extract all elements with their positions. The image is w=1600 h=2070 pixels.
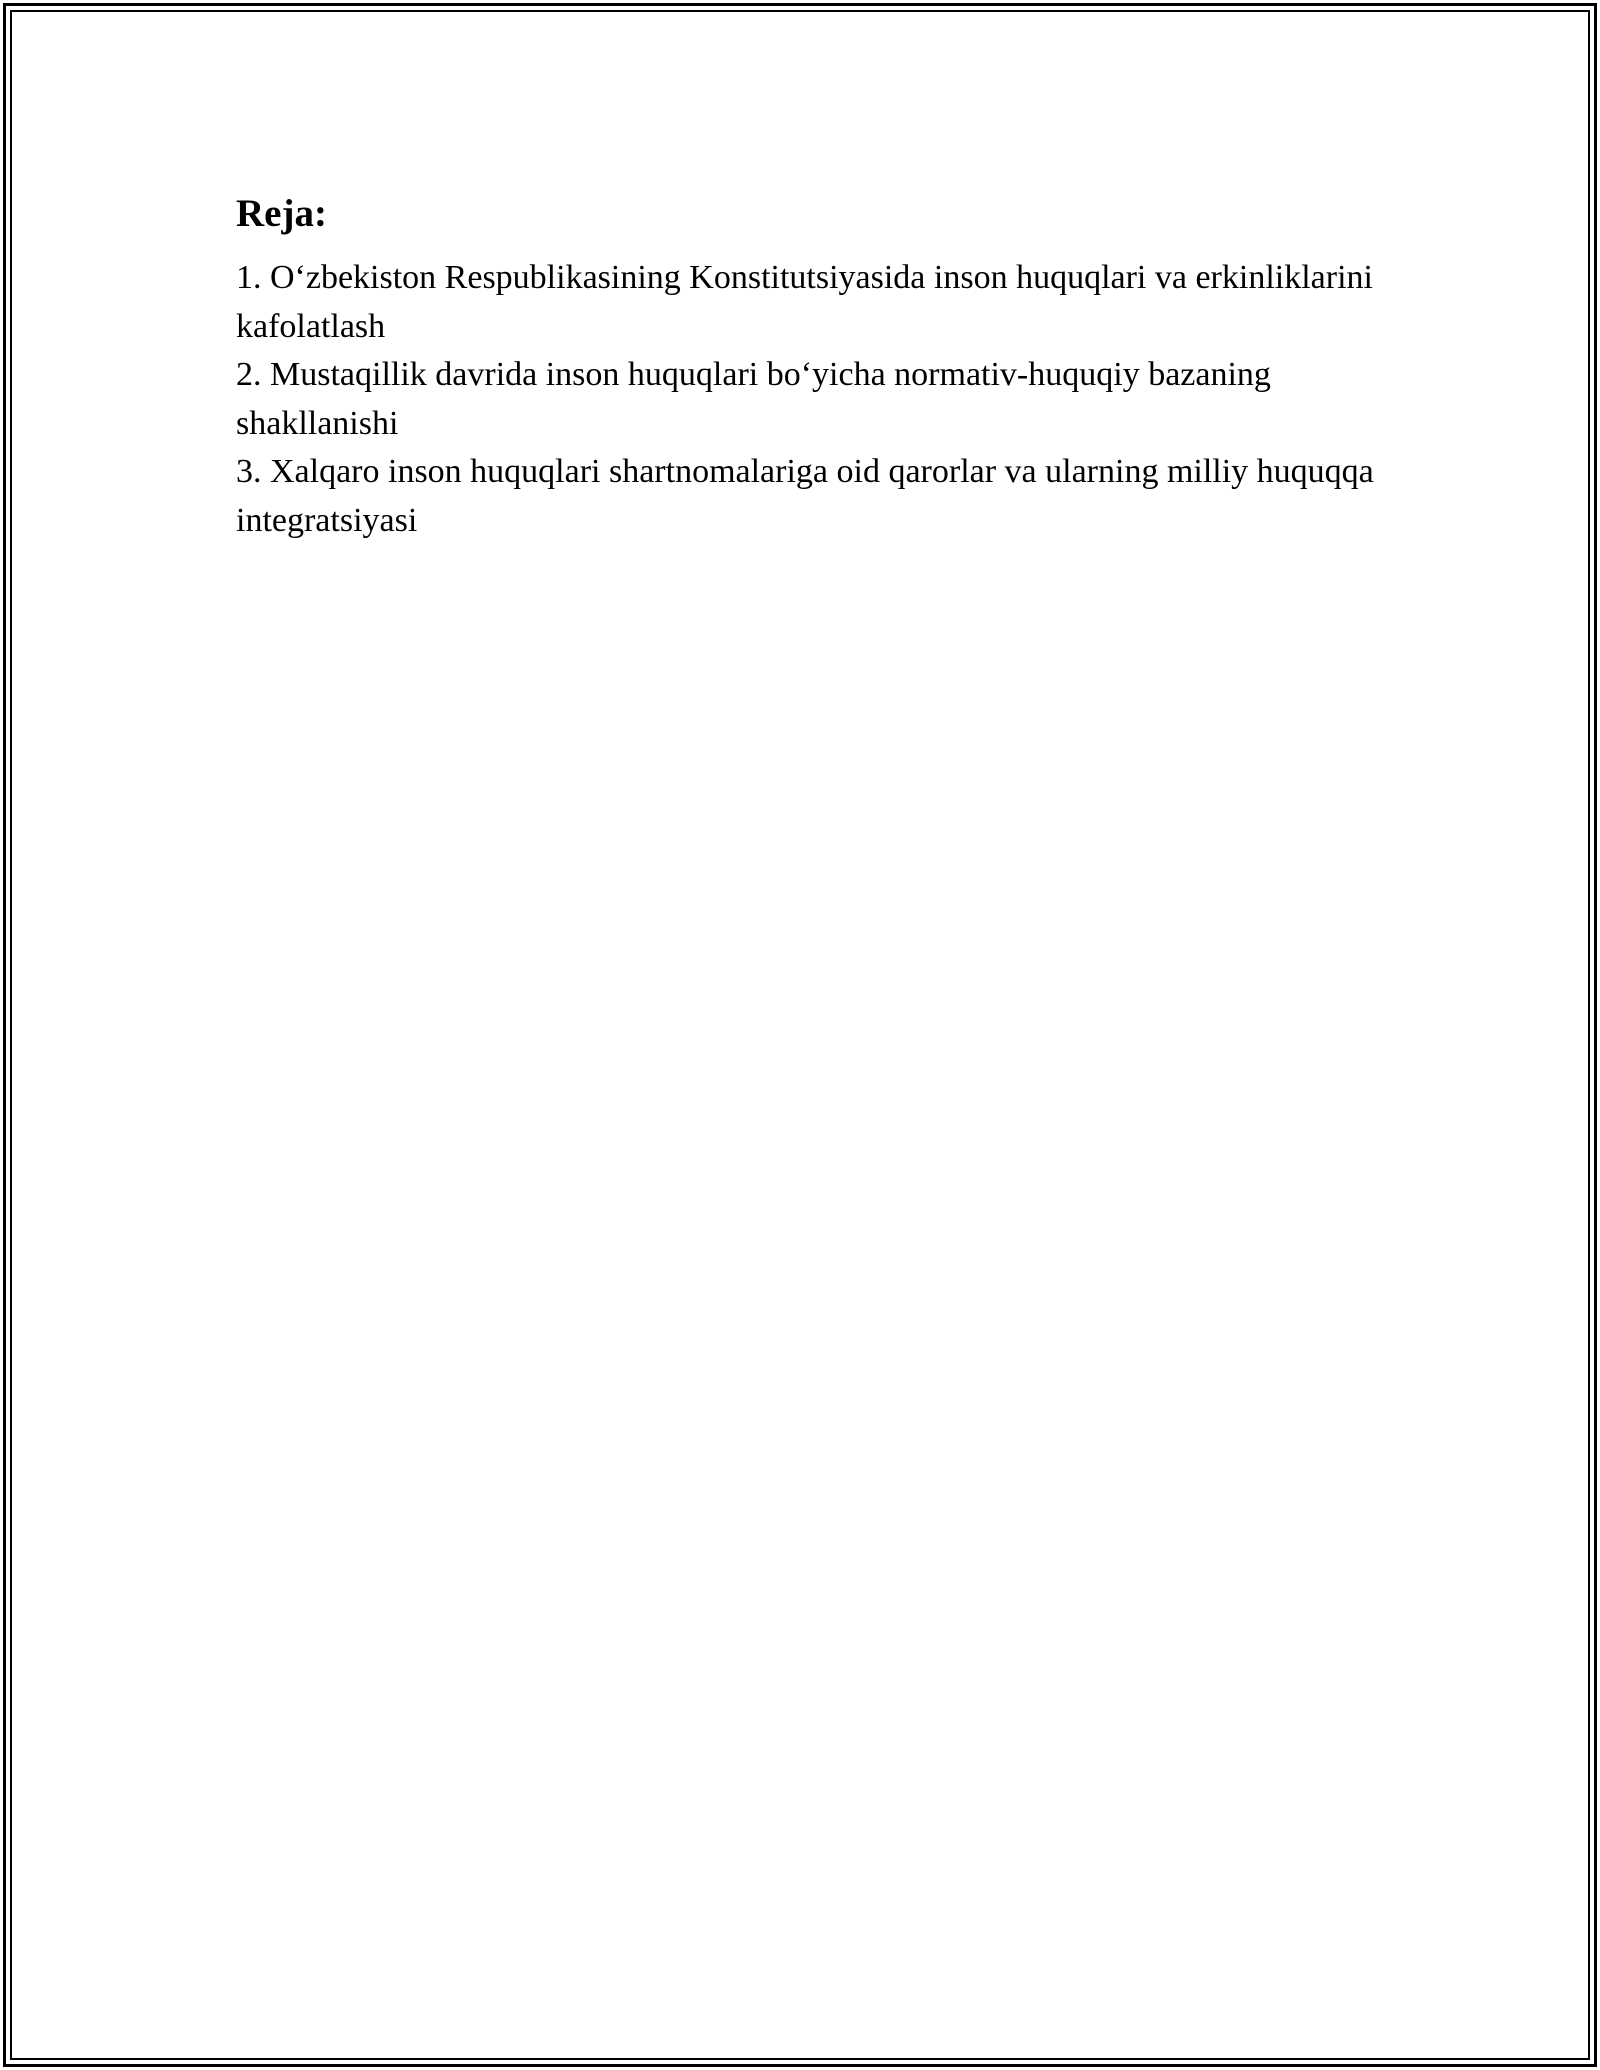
plan-title: Reja: [236,192,327,235]
plan-item-2: 2. Mustaqillik davrida inson huquqlari bo‘yicha normativ-huquqiy bazaning shakllanishi [236,356,1271,442]
plan-item-1: 1. O‘zbekiston Respublikasining Konstitutsiyasida inson huquqlari va erkinliklarini kafolatlash [236,259,1373,345]
plan-list [236,254,1416,545]
plan-item-3: 3. Xalqaro inson huquqlari shartnomalariga oid qarorlar va ularning milliy huquqqa integratsiyasi [236,453,1374,539]
document-content [236,186,1416,545]
